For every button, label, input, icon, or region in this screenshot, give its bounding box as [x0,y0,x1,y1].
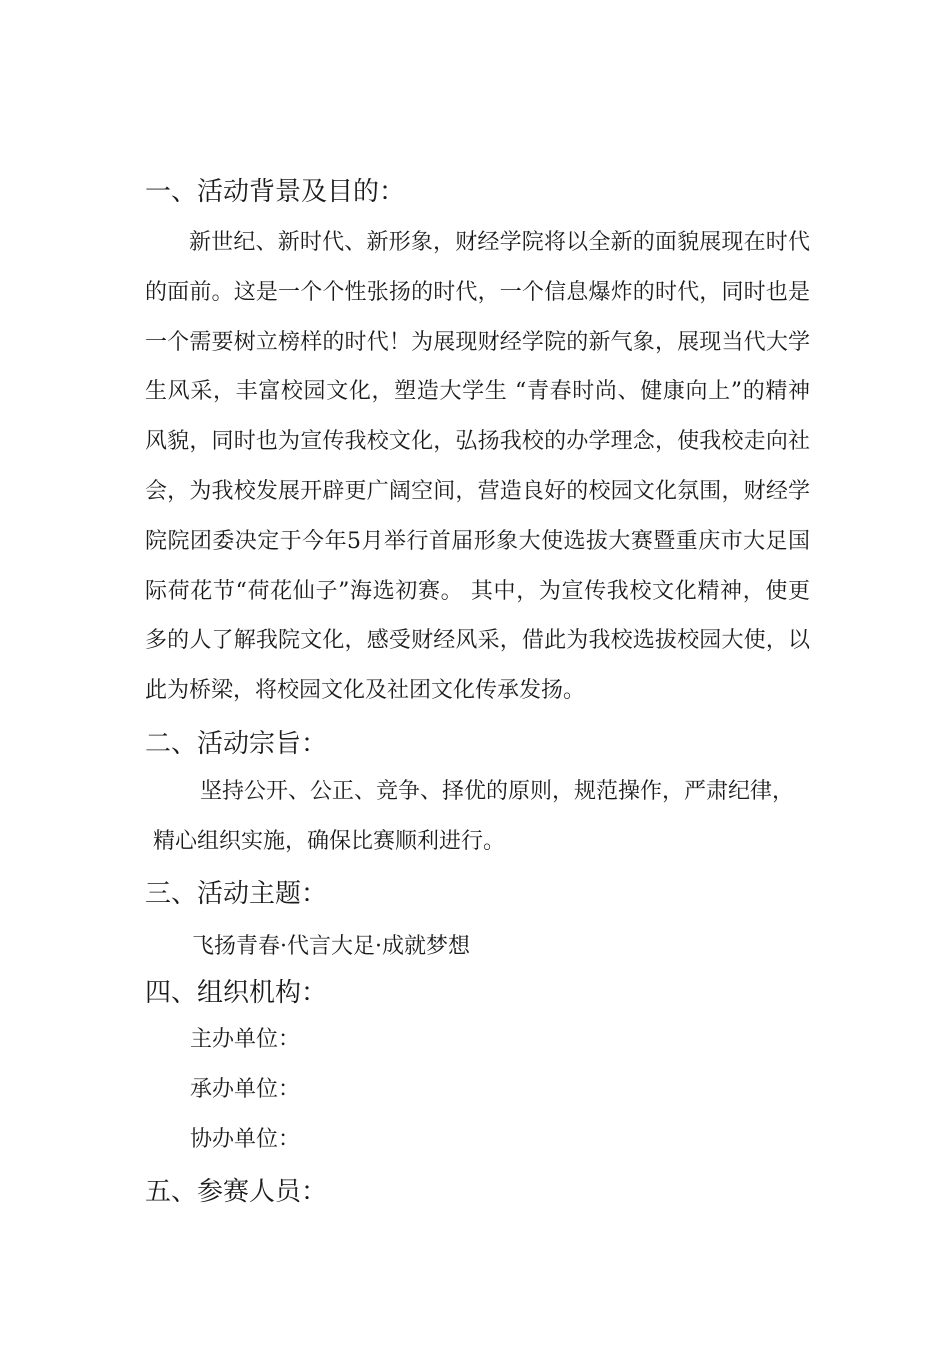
host-unit-label: 主办单位： [190,1027,301,1052]
section-2-line-2: 精心组织实施，确保比赛顺利进行。 [153,829,506,854]
organizer-unit-label: 承办单位： [190,1077,301,1102]
section-2-heading: 二、活动宗旨： [145,729,328,759]
section-1-heading: 一、活动背景及目的： [145,177,406,207]
section-2-line-1: 坚持公开、公正、竞争、择优的原则，规范操作，严肃纪律， [200,779,795,804]
section-3-heading: 三、活动主题： [145,879,328,909]
section-4-heading: 四、组织机构： [145,978,328,1008]
section-1-paragraph: 新世纪、新时代、新形象，财经学院将以全新的面貌展现在时代的面前。这是一个个性张扬的时代，一个信息爆炸的时代，同时也是一个需要树立榜样的时代！为展现财经学院的新气象，展现当代大学生风采，丰富校园文化，塑造大学生 “青春时尚、健康向上”的精神风貌，同时也为宣传我校文化，弘扬我校的办学理念，使我校走向社会，为我校发展开辟更广阔空间，营造良好的校园文化氛围，财经学院院团委决定于今年5月举行首届形象大使选拔大赛暨重庆市大足国际荷花节“荷花仙子”海选初赛。 其中，为宣传我校文化精神，使更多的人了解我院文化，感受财经风采，借此为我校选拔校园大使，以此为桥梁，将校园文化及社团文化传承发扬。 [145,230,810,704]
section-3-theme: 飞扬青春·代言大足·成就梦想 [192,934,470,959]
co-organizer-unit-label: 协办单位： [190,1127,301,1152]
section-5-heading: 五、参赛人员： [145,1177,328,1207]
